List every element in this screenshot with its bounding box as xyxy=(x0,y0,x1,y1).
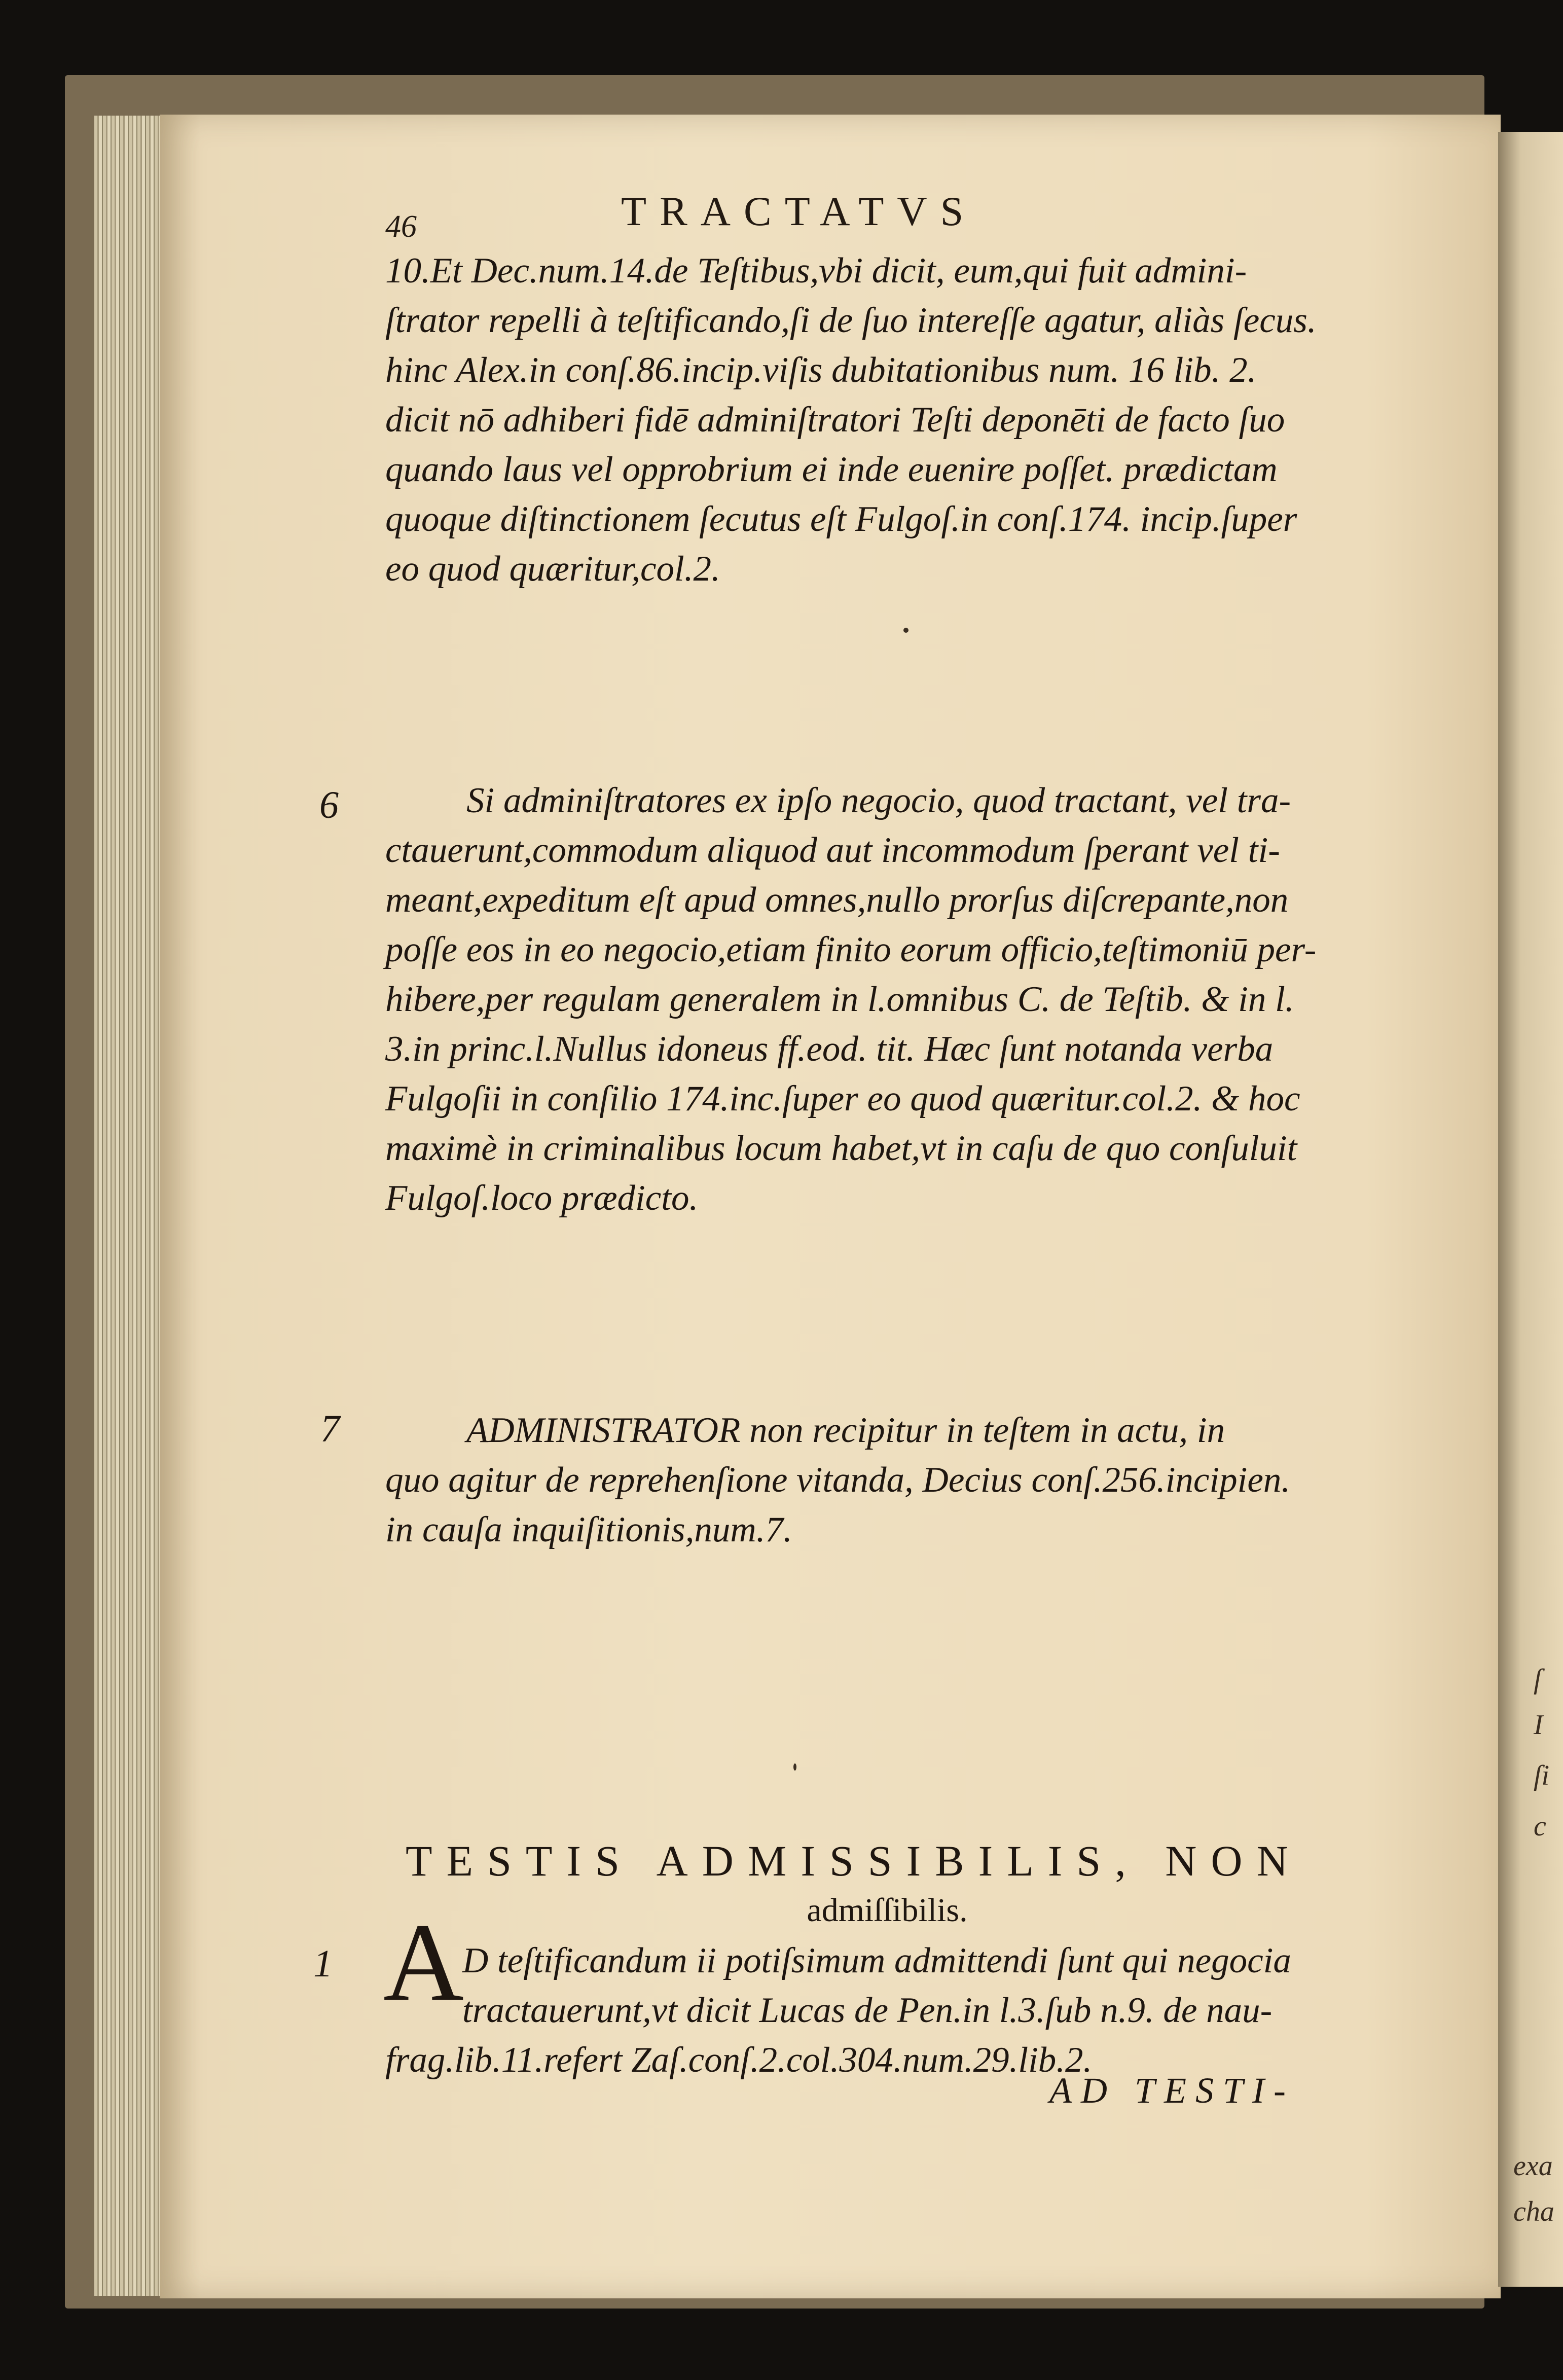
text-line: Si adminiſtratores ex ipſo negocio, quod tractant, vel tra- xyxy=(466,781,1291,820)
facing-page-fragment: exa xyxy=(1513,2150,1553,2182)
text-line: Fulgoſii in conſilio 174.inc.ſuper eo quod quæritur.col.2. & hoc xyxy=(385,1079,1300,1119)
page-number: 46 xyxy=(385,209,417,244)
facing-page-fragment: ſi xyxy=(1534,1760,1550,1791)
facing-page-fragment: ſ xyxy=(1534,1664,1542,1695)
text-line: quando laus vel opprobrium ei inde euenire poſſet. prædictam xyxy=(385,450,1278,489)
facing-page-fragment: I xyxy=(1534,1709,1543,1741)
facing-page-fragment: cha xyxy=(1513,2196,1554,2227)
text-line: D teſtificandum ii potiſsimum admittendi ſunt qui negocia xyxy=(462,1941,1291,1980)
text-line: poſſe eos in eo negocio,etiam finito eorum officio,teſtimoniū per- xyxy=(385,930,1317,969)
text-line: ſtrator repelli à teſtificando,ſi de ſuo intereſſe agatur, aliàs ſecus. xyxy=(385,301,1317,340)
paragraph xyxy=(385,776,1374,1223)
catchword: AD TESTI- xyxy=(1049,2070,1295,2111)
facing-page-edge xyxy=(1498,132,1563,2287)
paragraph xyxy=(456,1936,1369,2035)
text-line: meant,expeditum eſt apud omnes,nullo prorſus diſcrepante,non xyxy=(385,880,1289,920)
text-line: hinc Alex.in conſ.86.incip.viſis dubitationibus num. 16 lib. 2. xyxy=(385,350,1257,390)
section-heading xyxy=(406,1835,1369,1930)
text-line: Fulgoſ.loco prædicto. xyxy=(385,1178,699,1218)
page-edges xyxy=(94,116,162,2296)
drop-capital: A xyxy=(383,1900,464,2024)
heading-line: TESTIS ADMISSIBILIS, NON xyxy=(406,1836,1302,1885)
text-line: maximè in criminalibus locum habet,vt in caſu de quo conſuluit xyxy=(385,1129,1297,1168)
text-line: tractauerunt,vt dicit Lucas de Pen.in l.3.ſub n.9. de nau- xyxy=(462,1991,1273,2030)
facing-page-fragment: c xyxy=(1534,1811,1546,1842)
paragraph-continuation xyxy=(385,246,1374,594)
text-line: hibere,per regulam generalem in l.omnibus C. de Teſtib. & in l. xyxy=(385,980,1294,1019)
ink-speck xyxy=(793,1763,796,1771)
text-line: frag.lib.11.refert Zaſ.conſ.2.col.304.num.29.lib.2. xyxy=(385,2040,1093,2080)
margin-number: 6 xyxy=(319,784,339,826)
text-line: eo quod quæritur,col.2. xyxy=(385,549,720,589)
text-line: 10.Et Dec.num.14.de Teſtibus,vbi dicit, eum,qui fuit admini- xyxy=(385,251,1247,291)
text-line: quoque diſtinctionem ſecutus eſt Fulgoſ.in conſ.174. incip.ſuper xyxy=(385,499,1297,539)
text-line: in cauſa inquiſitionis,num.7. xyxy=(385,1510,792,1549)
text-line: ADMINISTRATOR non recipitur in teſtem in actu, in xyxy=(466,1411,1225,1450)
text-line: 3.in princ.l.Nullus idoneus ff.eod. tit. Hæc ſunt notanda verba xyxy=(385,1029,1274,1069)
text-line: dicit nō adhiberi fidē adminiſtratori Teſti deponēti de facto ſuo xyxy=(385,400,1285,440)
text-line: ctauerunt,commodum aliquod aut incommodum ſperant vel ti- xyxy=(385,831,1280,870)
ink-speck xyxy=(903,628,908,633)
text-line: quo agitur de reprehenſione vitanda, Decius conſ.256.incipien. xyxy=(385,1460,1291,1500)
paragraph xyxy=(385,1405,1374,1555)
margin-number: 7 xyxy=(320,1408,340,1450)
running-title: TRACTATVS xyxy=(621,188,977,234)
margin-number: 1 xyxy=(313,1942,333,1985)
heading-subline: admiſſibilis. xyxy=(807,1892,968,1929)
